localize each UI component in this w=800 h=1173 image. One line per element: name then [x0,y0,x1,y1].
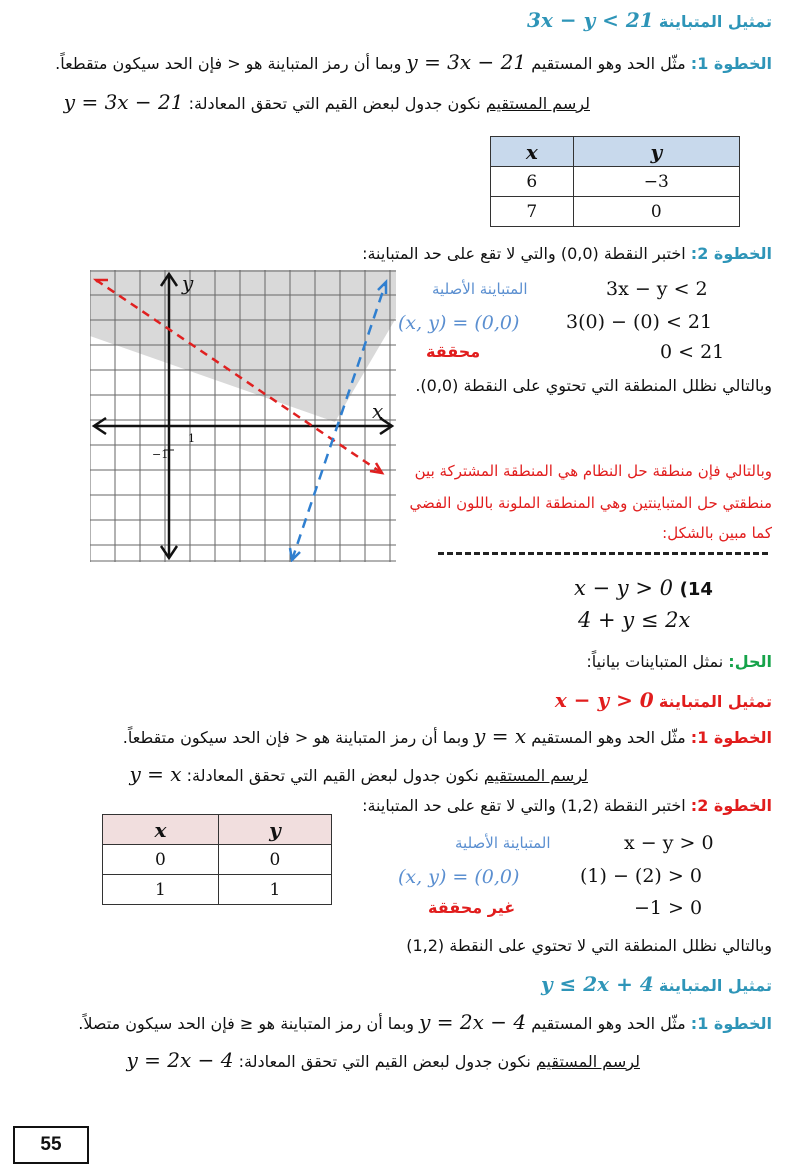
section2-step1 [123,724,772,748]
table-header-y: y [573,137,739,167]
x-tick-label: 1 [188,432,195,445]
check2-point-label: (x, y) = (0,0) [398,866,520,888]
section3-step1 [78,1010,772,1034]
table-intro-text: نكون جدول لبعض القيم التي تحقق المعادلة: [238,1052,531,1071]
solution-text: نمثل المتباينات بيانياً: [586,652,724,671]
step2-label: الخطوة 2: [690,244,772,263]
solution-label: الحل: [728,652,772,671]
shaded-solution-region [90,270,396,422]
step1-label: الخطوة 1: [690,54,772,73]
table-intro-text: نكون جدول لبعض القيم التي تحقق المعادلة: [188,94,481,113]
table-intro-equation: y = 3x − 21 [63,90,184,114]
x-axis-label: x [372,399,384,423]
step1-text-a: مثّل الحد وهو المستقيم [531,728,686,747]
step1-text-a: مثّل الحد وهو المستقيم [531,54,686,73]
section1-shade-text: وبالتالي نظلل المنطقة التي تحتوي على النقطة (0,0). [415,376,772,395]
table-cell: 1 [218,875,331,905]
values-table-2 [102,814,332,905]
step1-text-a: مثّل الحد وهو المستقيم [531,1014,686,1033]
step1-equation: y = 2x − 4 [419,1010,527,1034]
section2-title-word: تمثيل المتباينة [658,692,772,711]
section1-step2 [362,244,772,263]
table-header-row [103,815,332,845]
step1-text-b: وبما أن رمز المتباينة هو < فإن الحد سيكون متقطعاً. [55,54,402,73]
section1-step1 [55,50,772,74]
table-header-x: x [103,815,219,845]
solution-region-line1: وبالتالي فإن منطقة حل النظام هي المنطقة المشتركة بين [414,462,772,480]
check2-original-label: المتباينة الأصلية [455,834,551,852]
solution-region-line3: كما مبين بالشكل: [662,524,772,542]
step1-label: الخطوة 1: [690,1014,772,1033]
check-point-label: (x, y) = (0,0) [398,312,520,334]
step2-text: اختبر النقطة (1,2) والتي لا تقع على حد المتباينة: [362,796,686,815]
y-axis-label: y [182,271,194,295]
check2-result: −1 > 0 [634,897,703,919]
separator-dashed-line [438,552,768,555]
section1-table-intro [64,90,590,114]
check2-substitution: (1) − (2) > 0 [580,865,702,887]
section2-table-intro [129,762,588,786]
check-original: 3x − y < 2 [606,278,708,300]
table-intro-underlined: لرسم المستقيم [535,1052,640,1071]
check2-result-label: غير محققة [428,898,516,917]
table-header-row [491,137,740,167]
problem-14-inequality-1: x − y > 0 [574,576,673,600]
problem-14-ineq1 [574,576,713,600]
table-cell: 6 [491,167,574,197]
section1-title-math: 3x − y < 21 [527,8,654,32]
page-number: 55 [13,1126,89,1164]
values-table-1 [490,136,740,227]
table-cell: 7 [491,197,574,227]
section1-title [527,8,772,32]
y-tick-neg-label: −1 [152,448,169,461]
table-header-y: y [218,815,331,845]
check-result: 0 < 21 [660,341,725,363]
step1-equation: y = 3x − 21 [406,50,527,74]
section3-table-intro [127,1048,640,1072]
check-substitution: 3(0) − (0) < 21 [566,311,713,333]
section2-title-math: x − y > 0 [554,688,654,712]
solution-intro [586,652,772,671]
problem-14-inequality-2: 4 + y ≤ 2x [578,608,691,632]
problem-14-number: (14 [679,579,713,600]
table-row [491,197,740,227]
section3-title [541,972,772,996]
step1-equation: y = x [474,724,527,748]
section3-title-math: 4 + y ≤ 2x [540,972,654,996]
table-row [491,167,740,197]
check-original-label: المتباينة الأصلية [432,280,528,298]
check2-original: x − y > 0 [624,832,714,854]
table-intro-equation: y = 2x − 4 [126,1048,234,1072]
table-header-x: x [491,137,574,167]
step1-label: الخطوة 1: [690,728,772,747]
table-cell: 0 [103,845,219,875]
section1-title-word: تمثيل المتباينة [658,12,772,31]
solution-region-line2: منطقتي حل المتباينتين وهي المنطقة الملونة باللون الفضي [409,494,772,512]
inequality-graph [90,270,396,562]
section2-title [555,688,772,712]
check-result-label: محققة [426,342,481,361]
table-cell: 0 [218,845,331,875]
table-intro-equation: y = x [129,762,182,786]
table-cell: 1 [103,875,219,905]
section2-step2 [362,796,772,815]
section3-title-word: تمثيل المتباينة [658,976,772,995]
table-cell: 0 [573,197,739,227]
step1-text-b: وبما أن رمز المتباينة هو < فإن الحد سيكون متقطعاً. [122,728,469,747]
table-cell: −3 [573,167,739,197]
table-intro-underlined: لرسم المستقيم [485,94,590,113]
step1-text-b: وبما أن رمز المتباينة هو ≤ فإن الحد سيكون متصلاً. [78,1014,415,1033]
step2-text: اختبر النقطة (0,0) والتي لا تقع على حد المتباينة: [362,244,686,263]
table-row [103,875,332,905]
step2-label: الخطوة 2: [690,796,772,815]
section2-shade-text: وبالتالي نظلل المنطقة التي لا تحتوي على النقطة (1,2) [406,936,772,955]
table-row [103,845,332,875]
table-intro-underlined: لرسم المستقيم [483,766,588,785]
table-intro-text: نكون جدول لبعض القيم التي تحقق المعادلة: [186,766,479,785]
